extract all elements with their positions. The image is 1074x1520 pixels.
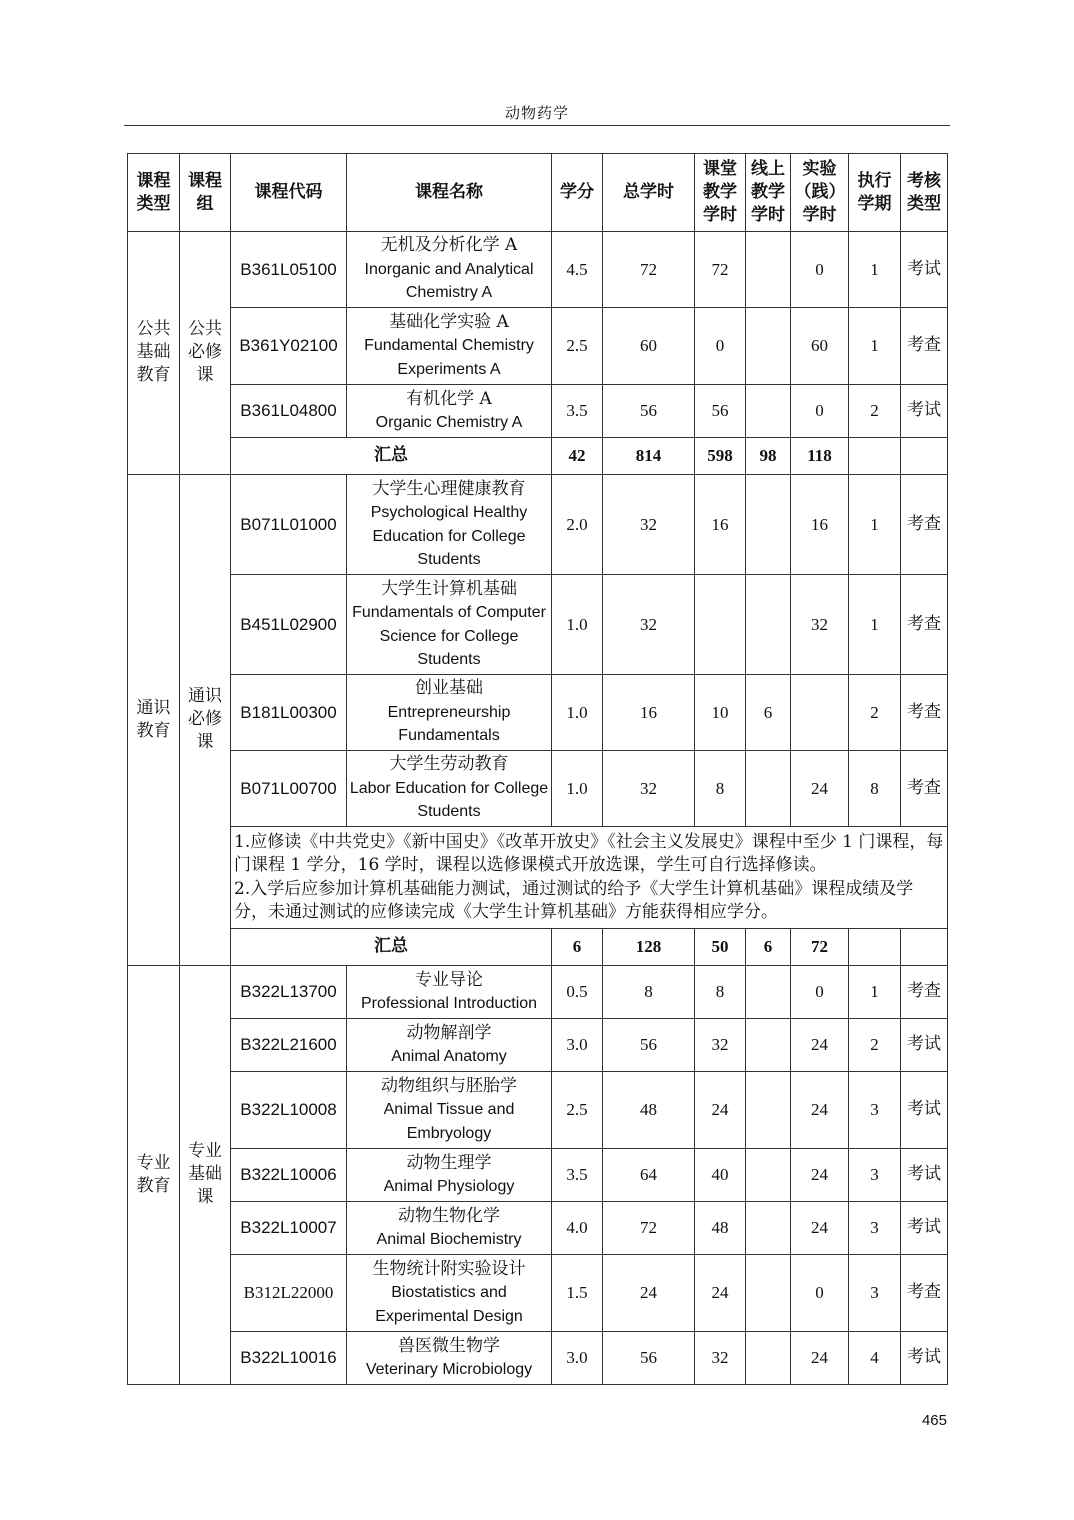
course-classroom: 24 xyxy=(695,1255,746,1332)
course-credit: 2.0 xyxy=(552,475,603,575)
course-lab: 16 xyxy=(791,475,849,575)
course-total: 60 xyxy=(603,308,695,385)
course-assess: 考查 xyxy=(901,966,948,1019)
course-name-cn: 动物生物化学 xyxy=(398,1205,500,1226)
header-rule xyxy=(124,125,950,126)
course-name-en: Animal Biochemistry xyxy=(376,1231,522,1248)
course-name-en: Professional Introduction xyxy=(360,995,538,1012)
summary-term xyxy=(849,929,901,966)
course-name xyxy=(347,385,552,438)
table-row xyxy=(128,1255,948,1332)
course-name xyxy=(347,751,552,827)
course-type-cell xyxy=(128,475,180,966)
course-assess: 考试 xyxy=(901,1202,948,1255)
course-credit: 4.0 xyxy=(552,1202,603,1255)
course-name xyxy=(347,966,552,1019)
col-header-name: 课程名称 xyxy=(347,154,552,232)
header-row xyxy=(128,154,948,232)
col-header-assess: 考核 类型 xyxy=(901,154,948,232)
course-name-cn: 基础化学实验 A xyxy=(389,311,509,332)
course-lab: 24 xyxy=(791,1072,849,1149)
course-name xyxy=(347,232,552,308)
course-name xyxy=(347,575,552,675)
course-table xyxy=(127,153,948,1385)
course-name-cn: 动物生理学 xyxy=(406,1152,492,1173)
col-header-type: 课程 类型 xyxy=(128,154,180,232)
course-code: B181L00300 xyxy=(231,675,347,751)
course-type-label: 公共基础教育 xyxy=(136,319,171,386)
course-online xyxy=(746,232,791,308)
course-type-cell xyxy=(128,232,180,475)
course-name-cn: 大学生心理健康教育 xyxy=(372,478,526,499)
summary-total: 814 xyxy=(603,438,695,475)
course-classroom: 40 xyxy=(695,1149,746,1202)
course-assess: 考试 xyxy=(901,385,948,438)
course-name-cn: 动物组织与胚胎学 xyxy=(381,1075,517,1096)
course-credit: 1.5 xyxy=(552,1255,603,1332)
course-type-label: 通识教育 xyxy=(136,697,171,741)
course-group-cell xyxy=(180,475,231,966)
course-classroom: 32 xyxy=(695,1332,746,1385)
course-name-cn: 动物解剖学 xyxy=(406,1022,492,1043)
course-name-cn: 有机化学 A xyxy=(406,388,492,409)
course-lab: 24 xyxy=(791,1202,849,1255)
course-name-en: Animal Tissue and Embryology xyxy=(383,1101,515,1142)
course-code: B451L02900 xyxy=(231,575,347,675)
table-row xyxy=(128,1202,948,1255)
course-name xyxy=(347,1149,552,1202)
course-classroom: 24 xyxy=(695,1072,746,1149)
table-row xyxy=(128,1019,948,1072)
course-term: 4 xyxy=(849,1332,901,1385)
col-header-credit: 学分 xyxy=(552,154,603,232)
course-code: B322L10006 xyxy=(231,1149,347,1202)
course-name-en: Entrepreneurship Fundamentals xyxy=(387,703,511,745)
course-lab: 0 xyxy=(791,385,849,438)
course-online xyxy=(746,1149,791,1202)
course-name-en: Veterinary Microbiology xyxy=(365,1361,533,1378)
course-classroom: 72 xyxy=(695,232,746,308)
course-classroom: 0 xyxy=(695,308,746,385)
course-name-en: Psychological Healthy Education for College Students xyxy=(370,504,528,568)
course-type-cell xyxy=(128,966,180,1385)
course-credit: 4.5 xyxy=(552,232,603,308)
course-classroom xyxy=(695,575,746,675)
course-assess: 考查 xyxy=(901,308,948,385)
note-item: 1.应修读《中共党史》《新中国史》《改革开放史》《社会主义发展史》课程中至少 1 门课程，每门课程 1 学分，16 学时，课程以选修课模式开放选课，学生可自行选择修读。 xyxy=(234,831,944,875)
page-number: 465 xyxy=(921,1412,947,1429)
col-header-group: 课程 组 xyxy=(180,154,231,232)
course-group-label: 通识必修课 xyxy=(188,686,222,753)
course-term: 1 xyxy=(849,232,901,308)
course-code: B322L21600 xyxy=(231,1019,347,1072)
summary-label: 汇总 xyxy=(231,929,552,966)
col-header-online: 线上 教学 学时 xyxy=(746,154,791,232)
course-code: B322L13700 xyxy=(231,966,347,1019)
course-code: B322L10008 xyxy=(231,1072,347,1149)
course-online xyxy=(746,1019,791,1072)
table-row xyxy=(128,751,948,827)
course-assess: 考查 xyxy=(901,751,948,827)
course-name xyxy=(347,308,552,385)
table-row xyxy=(128,1149,948,1202)
course-assess: 考试 xyxy=(901,1072,948,1149)
summary-classroom: 598 xyxy=(695,438,746,475)
course-code: B322L10007 xyxy=(231,1202,347,1255)
course-total: 16 xyxy=(603,675,695,751)
course-online xyxy=(746,1332,791,1385)
course-group-cell xyxy=(180,232,231,475)
course-classroom: 16 xyxy=(695,475,746,575)
summary-label: 汇总 xyxy=(231,438,552,475)
table-row xyxy=(128,1072,948,1149)
course-group-label: 公共必修课 xyxy=(188,319,222,386)
notes-row xyxy=(128,827,948,929)
course-name-en: Biostatistics and Experimental Design xyxy=(375,1284,523,1325)
course-credit: 2.5 xyxy=(552,308,603,385)
course-assess: 考查 xyxy=(901,475,948,575)
course-term: 1 xyxy=(849,308,901,385)
course-term: 3 xyxy=(849,1202,901,1255)
course-total: 32 xyxy=(603,475,695,575)
course-term: 1 xyxy=(849,475,901,575)
table-row xyxy=(128,232,948,308)
course-online: 6 xyxy=(746,675,791,751)
course-term: 3 xyxy=(849,1149,901,1202)
col-header-classroom: 课堂 教学 学时 xyxy=(695,154,746,232)
course-name-cn: 创业基础 xyxy=(415,678,483,699)
course-name-en: Fundamentals of Computer Science for College Students xyxy=(352,604,546,668)
course-term: 2 xyxy=(849,675,901,751)
course-online xyxy=(746,475,791,575)
course-lab: 24 xyxy=(791,751,849,827)
summary-credit: 42 xyxy=(552,438,603,475)
course-name-cn: 生物统计附实验设计 xyxy=(372,1258,526,1279)
course-total: 72 xyxy=(603,232,695,308)
course-assess: 考试 xyxy=(901,1332,948,1385)
summary-term xyxy=(849,438,901,475)
course-online xyxy=(746,575,791,675)
note-item: 2.入学后应参加计算机基础能力测试，通过测试的给予《大学生计算机基础》课程成绩及学分，未通过测试的应修读完成《大学生计算机基础》方能获得相应学分。 xyxy=(234,878,914,922)
course-group-cell xyxy=(180,966,231,1385)
course-classroom: 56 xyxy=(695,385,746,438)
course-name xyxy=(347,1019,552,1072)
summary-assess xyxy=(901,438,948,475)
course-credit: 2.5 xyxy=(552,1072,603,1149)
course-term: 3 xyxy=(849,1072,901,1149)
summary-assess xyxy=(901,929,948,966)
col-header-code: 课程代码 xyxy=(231,154,347,232)
course-total: 64 xyxy=(603,1149,695,1202)
col-header-term: 执行 学期 xyxy=(849,154,901,232)
course-lab: 0 xyxy=(791,1255,849,1332)
course-name-en: Fundamental Chemistry Experiments A xyxy=(364,337,534,378)
course-classroom: 8 xyxy=(695,751,746,827)
course-assess: 考查 xyxy=(901,575,948,675)
course-online xyxy=(746,1072,791,1149)
summary-row xyxy=(128,929,948,966)
summary-row xyxy=(128,438,948,475)
course-term: 3 xyxy=(849,1255,901,1332)
notes-cell xyxy=(231,827,948,929)
table-row xyxy=(128,966,948,1019)
course-credit: 3.0 xyxy=(552,1332,603,1385)
course-credit: 3.5 xyxy=(552,1149,603,1202)
course-lab: 0 xyxy=(791,966,849,1019)
course-name-en: Animal Physiology xyxy=(383,1178,515,1195)
course-name-en: Labor Education for College Students xyxy=(349,779,549,821)
table-row xyxy=(128,475,948,575)
course-online xyxy=(746,751,791,827)
course-term: 2 xyxy=(849,385,901,438)
course-credit: 3.0 xyxy=(552,1019,603,1072)
course-name xyxy=(347,475,552,575)
course-code: B322L10016 xyxy=(231,1332,347,1385)
summary-online: 98 xyxy=(746,438,791,475)
table-row xyxy=(128,1332,948,1385)
course-group-label: 专业基础课 xyxy=(188,1141,222,1208)
course-online xyxy=(746,385,791,438)
summary-lab: 118 xyxy=(791,438,849,475)
running-header-title: 动物药学 xyxy=(504,104,569,122)
course-term: 1 xyxy=(849,575,901,675)
course-name-cn: 专业导论 xyxy=(415,969,483,990)
col-header-total: 总学时 xyxy=(603,154,695,232)
course-online xyxy=(746,1202,791,1255)
course-total: 56 xyxy=(603,1332,695,1385)
course-credit: 1.0 xyxy=(552,675,603,751)
course-name-cn: 兽医微生物学 xyxy=(398,1335,500,1356)
course-code: B361Y02100 xyxy=(231,308,347,385)
course-name xyxy=(347,1202,552,1255)
course-assess: 考试 xyxy=(901,232,948,308)
course-classroom: 48 xyxy=(695,1202,746,1255)
course-name xyxy=(347,1072,552,1149)
course-assess: 考查 xyxy=(901,675,948,751)
course-online xyxy=(746,1255,791,1332)
course-lab: 24 xyxy=(791,1019,849,1072)
course-assess: 考查 xyxy=(901,1255,948,1332)
course-name xyxy=(347,675,552,751)
course-total: 56 xyxy=(603,1019,695,1072)
course-code: B071L00700 xyxy=(231,751,347,827)
table-row xyxy=(128,675,948,751)
course-code: B361L05100 xyxy=(231,232,347,308)
course-classroom: 10 xyxy=(695,675,746,751)
course-name xyxy=(347,1332,552,1385)
course-name-cn: 大学生劳动教育 xyxy=(389,754,509,775)
course-code: B071L01000 xyxy=(231,475,347,575)
course-term: 8 xyxy=(849,751,901,827)
course-credit: 3.5 xyxy=(552,385,603,438)
summary-classroom: 50 xyxy=(695,929,746,966)
summary-total: 128 xyxy=(603,929,695,966)
table-row xyxy=(128,308,948,385)
summary-online: 6 xyxy=(746,929,791,966)
course-lab: 60 xyxy=(791,308,849,385)
summary-lab: 72 xyxy=(791,929,849,966)
course-lab: 24 xyxy=(791,1149,849,1202)
course-online xyxy=(746,966,791,1019)
course-code: B312L22000 xyxy=(231,1255,347,1332)
course-total: 8 xyxy=(603,966,695,1019)
course-lab xyxy=(791,675,849,751)
course-classroom: 8 xyxy=(695,966,746,1019)
course-lab: 0 xyxy=(791,232,849,308)
col-header-lab: 实验 （践） 学时 xyxy=(791,154,849,232)
course-code: B361L04800 xyxy=(231,385,347,438)
course-name-cn: 大学生计算机基础 xyxy=(381,578,517,599)
course-assess: 考试 xyxy=(901,1149,948,1202)
course-total: 56 xyxy=(603,385,695,438)
course-assess: 考试 xyxy=(901,1019,948,1072)
course-type-label: 专业教育 xyxy=(136,1152,171,1196)
course-lab: 32 xyxy=(791,575,849,675)
course-credit: 1.0 xyxy=(552,575,603,675)
course-term: 1 xyxy=(849,966,901,1019)
course-total: 32 xyxy=(603,575,695,675)
course-name-en: Inorganic and Analytical Chemistry A xyxy=(364,260,534,302)
course-total: 32 xyxy=(603,751,695,827)
course-name xyxy=(347,1255,552,1332)
course-term: 2 xyxy=(849,1019,901,1072)
course-name-en: Animal Anatomy xyxy=(391,1048,507,1065)
course-credit: 1.0 xyxy=(552,751,603,827)
course-total: 48 xyxy=(603,1072,695,1149)
course-name-cn: 无机及分析化学 A xyxy=(380,235,518,256)
table-row xyxy=(128,385,948,438)
summary-credit: 6 xyxy=(552,929,603,966)
course-online xyxy=(746,308,791,385)
course-classroom: 32 xyxy=(695,1019,746,1072)
course-lab: 24 xyxy=(791,1332,849,1385)
course-credit: 0.5 xyxy=(552,966,603,1019)
course-total: 72 xyxy=(603,1202,695,1255)
table-row xyxy=(128,575,948,675)
table-body xyxy=(128,232,948,1385)
course-total: 24 xyxy=(603,1255,695,1332)
course-name-en: Organic Chemistry A xyxy=(375,414,523,431)
